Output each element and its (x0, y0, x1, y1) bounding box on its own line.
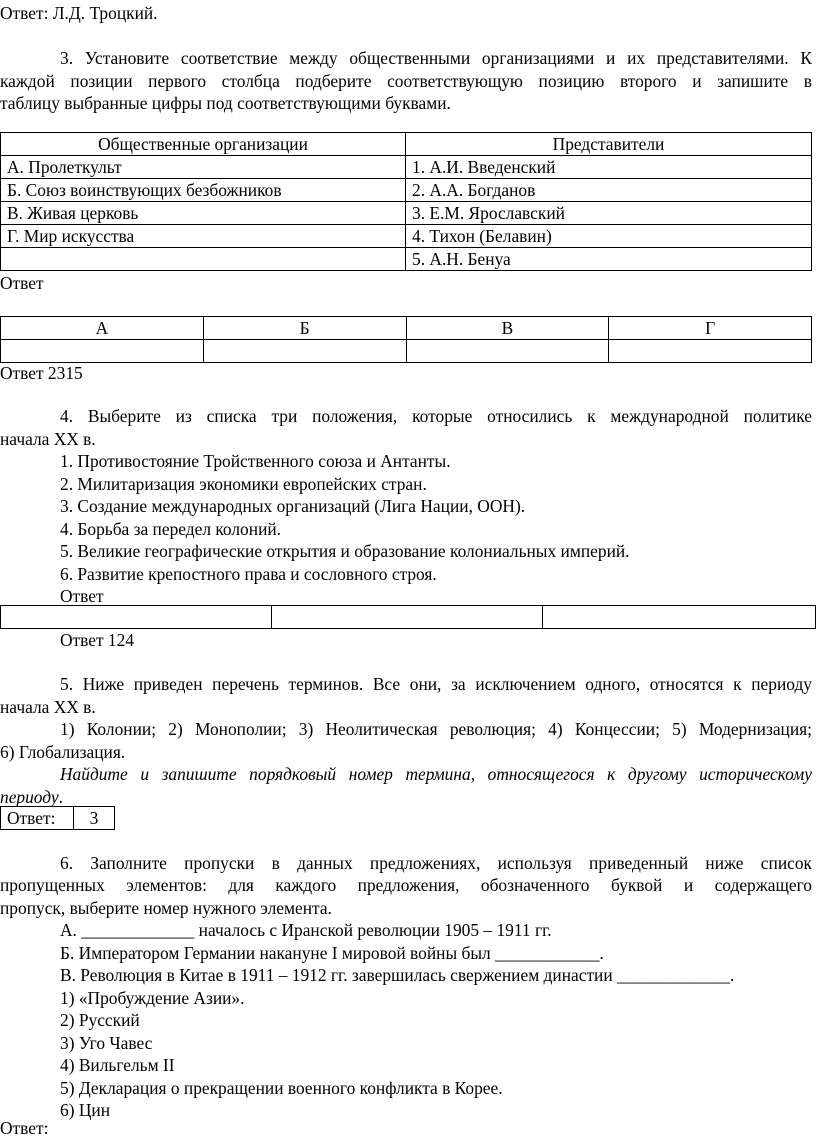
q5-task-end: . (58, 787, 63, 807)
q4-option: 6. Развитие крепостного права и сословного строя. (60, 564, 437, 584)
answer-cell[interactable] (1, 340, 204, 363)
q6-option: 3) Уго Чавес (60, 1033, 153, 1053)
q6-text-line2: пропущенных элементов: для каждого предложения, обозначенного буквой и содержащего (0, 875, 812, 895)
q4-answer-grid (0, 605, 816, 629)
q5-task-line1: Найдите и запишите порядковый номер термина, относящегося к другому историческому (60, 764, 812, 784)
q5-task-line2: периоду (0, 787, 59, 807)
answer-col-a: А (1, 317, 204, 340)
q5-text-line2: начала XX в. (0, 697, 96, 717)
q6-option: 5) Декларация о прекращении военного конфликта в Корее. (60, 1078, 503, 1098)
organization-cell (1, 248, 406, 271)
q6-option: 2) Русский (60, 1010, 140, 1030)
representative-cell: 3. Е.М. Ярославский (406, 202, 812, 225)
table-row (1, 202, 812, 225)
q3-answer-value: Ответ 2315 (0, 363, 83, 383)
answer-cell[interactable] (1, 606, 272, 629)
answer-cell[interactable] (543, 606, 816, 629)
q5-answer-value[interactable]: 3 (74, 807, 115, 830)
q3-answer-grid (0, 316, 812, 363)
q4-answer-label: Ответ (60, 586, 104, 606)
table-row (1, 248, 812, 271)
table-row (1, 156, 812, 179)
q4-answer-value: Ответ 124 (60, 630, 135, 650)
answer-col-v: В (406, 317, 609, 340)
q6-answer-label: Ответ: (0, 1118, 49, 1138)
previous-answer: Ответ: Л.Д. Троцкий. (0, 3, 158, 23)
q4-text-line1: 4. Выберите из списка три положения, которые относились к международной политике (60, 406, 812, 426)
answer-col-g: Г (609, 317, 812, 340)
answer-cell[interactable] (406, 340, 609, 363)
q3-match-table (0, 132, 812, 271)
q3-text-line1: 3. Установите соответствие между общественными организациями и их представителями. К (60, 48, 812, 68)
table-row (1, 179, 812, 202)
q5-answer-label: Ответ: (1, 807, 74, 830)
q4-option: 1. Противостояние Тройственного союза и Антанты. (60, 451, 451, 471)
q5-terms-line2: 6) Глобализация. (0, 742, 126, 762)
q6-sentence: Б. Императором Германии накануне I мировой войны был ____________. (60, 943, 604, 963)
q5-answer-table (0, 806, 115, 830)
q6-text-line3: пропуск, выберите номер нужного элемента. (0, 898, 332, 918)
q6-option: 6) Цин (60, 1100, 111, 1120)
q6-text-line1: 6. Заполните пропуски в данных предложениях, используя приведенный ниже список (60, 853, 812, 873)
q5-terms-line1: 1) Колонии; 2) Монополии; 3) Неолитическая революция; 4) Концессии; 5) Модернизация; (60, 719, 812, 739)
q6-option: 1) «Пробуждение Азии». (60, 988, 245, 1008)
q6-option: 4) Вильгельм II (60, 1055, 175, 1075)
table-header-organizations: Общественные организации (1, 133, 406, 156)
organization-cell: Г. Мир искусства (1, 225, 406, 248)
q4-option: 4. Борьба за передел колоний. (60, 519, 282, 539)
q3-text-line2: каждой позиции первого столбца подберите соответствующую позицию второго и запишите в (0, 71, 812, 91)
q3-text-line3: таблицу выбранные цифры под соответствующими буквами. (0, 93, 451, 113)
organization-cell: А. Пролеткульт (1, 156, 406, 179)
answer-cell[interactable] (609, 340, 812, 363)
table-row (1, 225, 812, 248)
table-header-representatives: Представители (406, 133, 812, 156)
q5-text-line1: 5. Ниже приведен перечень терминов. Все они, за исключением одного, относятся к периоду (60, 674, 812, 694)
q4-option: 2. Милитаризация экономики европейских стран. (60, 474, 427, 494)
q4-option: 5. Великие географические открытия и образование колониальных империй. (60, 541, 630, 561)
q3-answer-label: Ответ (0, 273, 44, 293)
q4-text-line2: начала XX в. (0, 429, 96, 449)
answer-col-b: Б (203, 317, 406, 340)
q6-sentence: В. Революция в Китае в 1911 – 1912 гг. завершилась свержением династии _____________. (60, 965, 735, 985)
representative-cell: 5. А.Н. Бенуа (406, 248, 812, 271)
organization-cell: В. Живая церковь (1, 202, 406, 225)
representative-cell: 1. А.И. Введенский (406, 156, 812, 179)
answer-cell[interactable] (203, 340, 406, 363)
q6-sentence: А. _____________ началось с Иранской революции 1905 – 1911 гг. (60, 920, 552, 940)
organization-cell: Б. Союз воинствующих безбожников (1, 179, 406, 202)
q4-option: 3. Создание международных организаций (Лига Нации, ООН). (60, 496, 526, 516)
answer-cell[interactable] (272, 606, 543, 629)
representative-cell: 2. А.А. Богданов (406, 179, 812, 202)
representative-cell: 4. Тихон (Белавин) (406, 225, 812, 248)
